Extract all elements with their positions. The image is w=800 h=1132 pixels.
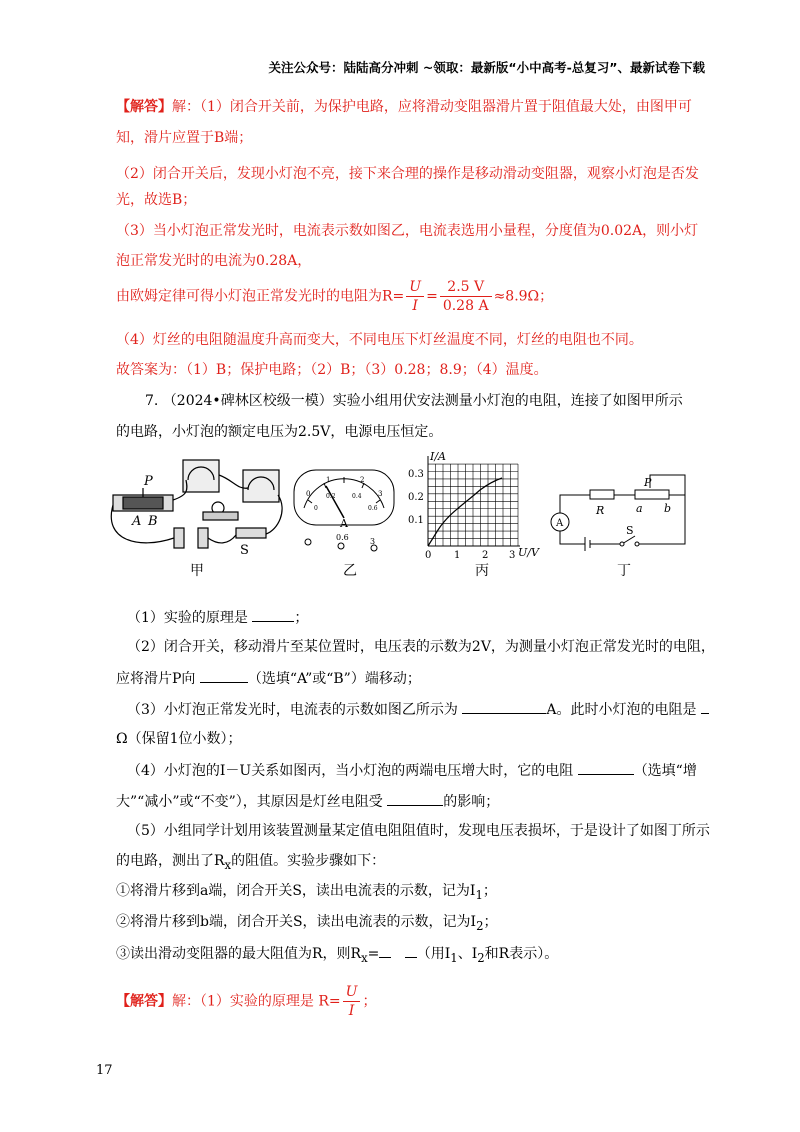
figure-jia-circuit [108, 450, 311, 560]
figure-ding-circuit [540, 450, 700, 560]
ding-R: R [596, 504, 605, 517]
question-7-line-1: 7. （2024•碑林区校级一模）实验小组用伏安法测量小灯泡的电阻，连接了如图甲所示 [145, 393, 683, 409]
bing-x3: 3 [509, 550, 516, 561]
caption-ding: 丁 [617, 563, 631, 579]
yi-tick-1: 1 [326, 476, 331, 484]
bing-x0: 0 [425, 550, 432, 561]
answer2-line: 【解答】解：（1）实验的原理是 R= $\frac{U}{I}$ ； [116, 984, 377, 1019]
yi-tick-0: 0 [306, 490, 311, 498]
bing-y1: 0.1 [408, 515, 424, 526]
q7-part-2-line-1: （2）闭合开关，移动滑片至某位置时，电压表的示数为2V，为测量小灯泡正常发光时的电阻， [127, 639, 715, 655]
q7-part-4-line-1: （4）小灯泡的I－U关系如图丙，当小灯泡的两端电压增大时，它的电阻 （选填“增 [127, 760, 697, 780]
question-7-line-2: 的电路，小灯泡的额定电压为2.5V，电源电压恒定。 [116, 424, 443, 440]
bing-xlabel: U/V [518, 546, 539, 559]
yi-unit-A: A [340, 517, 348, 530]
label-S: S [240, 543, 249, 558]
caption-yi: 乙 [343, 563, 357, 579]
q7-part-3-line-2: Ω（保留1位小数）； [116, 731, 242, 747]
answer-line-3: （2）闭合开关后，发现小灯泡不亮，接下来合理的操作是移动滑动变阻器，观察小灯泡是否发 [116, 166, 699, 182]
bing-y3: 0.3 [408, 469, 424, 480]
fraction-values: $\frac{2.5 V}{0.28 A}$ [440, 278, 492, 315]
figure-bing-iu-graph [408, 450, 539, 562]
q7-part-2-line-2: 应将滑片P向 （选填“A”或“B”）端移动； [116, 668, 421, 688]
bing-x2: 2 [482, 550, 489, 561]
figure-yi-ammeter [290, 450, 400, 560]
yi-terminal-1: 0.6 [336, 533, 349, 542]
yi-sub-3: 0.6 [368, 505, 378, 512]
yi-terminal-2: 3 [370, 537, 376, 546]
answer-blank [387, 791, 443, 806]
page-header: 关注公众号：陆陆高分冲刺 ~领取：最新版“小中高考-总复习”、最新试卷下载 [268, 60, 705, 75]
yi-tick-3: 3 [378, 490, 383, 498]
answer-line-5: （3）当小灯泡正常发光时，电流表示数如图乙，电流表选用小量程，分度值为0.02A，则小灯 [116, 223, 699, 239]
q7-part-4-line-2: 大”“减小”或“不变”），其原因是灯丝电阻受 的影响； [116, 791, 499, 811]
answer-line-8: （4）灯丝的电阻随温度升高而变大，不同电压下灯丝温度不同，灯丝的电阻也不同。 [116, 332, 643, 348]
formula-prefix: 由欧姆定律可得小灯泡正常发光时的电阻为R= [116, 288, 405, 305]
label-P: P [144, 474, 153, 489]
answer-blank [200, 668, 248, 683]
answer-blank [462, 699, 546, 714]
answer-blank [379, 943, 391, 958]
q7-step-3: ③读出滑动变阻器的最大阻值为R，则$R_x=$ （用$I_1$、$I_2$和R表示）。 [116, 943, 558, 967]
q7-part-1: （1）实验的原理是 ； [127, 607, 308, 627]
answer-tag: 【解答】 [116, 993, 172, 1010]
answer-blank [252, 607, 294, 622]
page-number: 17 [96, 1063, 113, 1078]
q7-part-5-line-2: 的电路，测出了$R_x$的阻值。实验步骤如下： [116, 853, 386, 872]
yi-sub-2: 0.4 [352, 493, 362, 500]
ding-S: S [626, 524, 634, 537]
fraction-u-over-i: $\frac{U}{I}$ [406, 278, 424, 315]
yi-sub-0: 0 [314, 505, 318, 512]
fraction-u-over-i: $\frac{U}{I}$ [343, 983, 361, 1020]
caption-bing: 丙 [475, 563, 489, 579]
ding-a: a [636, 502, 643, 515]
answer-line-2: 知，滑片应置于B端； [116, 130, 253, 146]
answer-blank [578, 760, 634, 775]
label-B: B [148, 514, 158, 529]
answer-line-6: 泡正常发光时的电流为0.28A， [116, 253, 312, 269]
caption-jia: 甲 [190, 563, 204, 579]
q7-part-3-line-1: （3）小灯泡正常发光时，电流表的示数如图乙所示为 A。此时小灯泡的电阻是 [127, 699, 709, 719]
bing-ylabel: I/A [430, 450, 446, 463]
formula-result: ≈8.9Ω； [493, 288, 554, 305]
q7-step-1: ①将滑片移到a端，闭合开关S，读出电流表的示数，记为$I_1$； [116, 883, 497, 902]
answer-text: 解：（1）闭合开关前，为保护电路，应将滑动变阻器滑片置于阻值最大处，由图甲可 [172, 99, 692, 115]
yi-tick-2: 2 [360, 476, 365, 484]
label-A: A [132, 514, 142, 529]
answer-summary: 故答案为：（1）B；保护电路；（2）B；（3）0.28；8.9；（4）温度。 [116, 362, 548, 378]
answer-line-7 [116, 278, 553, 315]
answer-blank [405, 943, 417, 958]
q7-part-5-line-1: （5）小组同学计划用该装置测量某定值电阻阻值时，发现电压表损坏，于是设计了如图丁所示 [127, 823, 710, 839]
answer-line-1 [116, 98, 692, 116]
ding-b: b [664, 502, 672, 515]
equals-sign: = [426, 288, 438, 305]
answer-blank [701, 699, 709, 714]
ding-ammeter: A [556, 518, 564, 529]
bing-x1: 1 [454, 550, 461, 561]
answer-line-4: 光，故选B； [116, 192, 197, 208]
answer-tag: 【解答】 [116, 99, 172, 115]
bing-y2: 0.2 [408, 492, 424, 503]
ding-P: P [644, 476, 652, 489]
q7-step-2: ②将滑片移到b端，闭合开关S，读出电流表的示数，记为$I_2$； [116, 914, 498, 933]
yi-sub-1: 0.2 [326, 493, 336, 500]
